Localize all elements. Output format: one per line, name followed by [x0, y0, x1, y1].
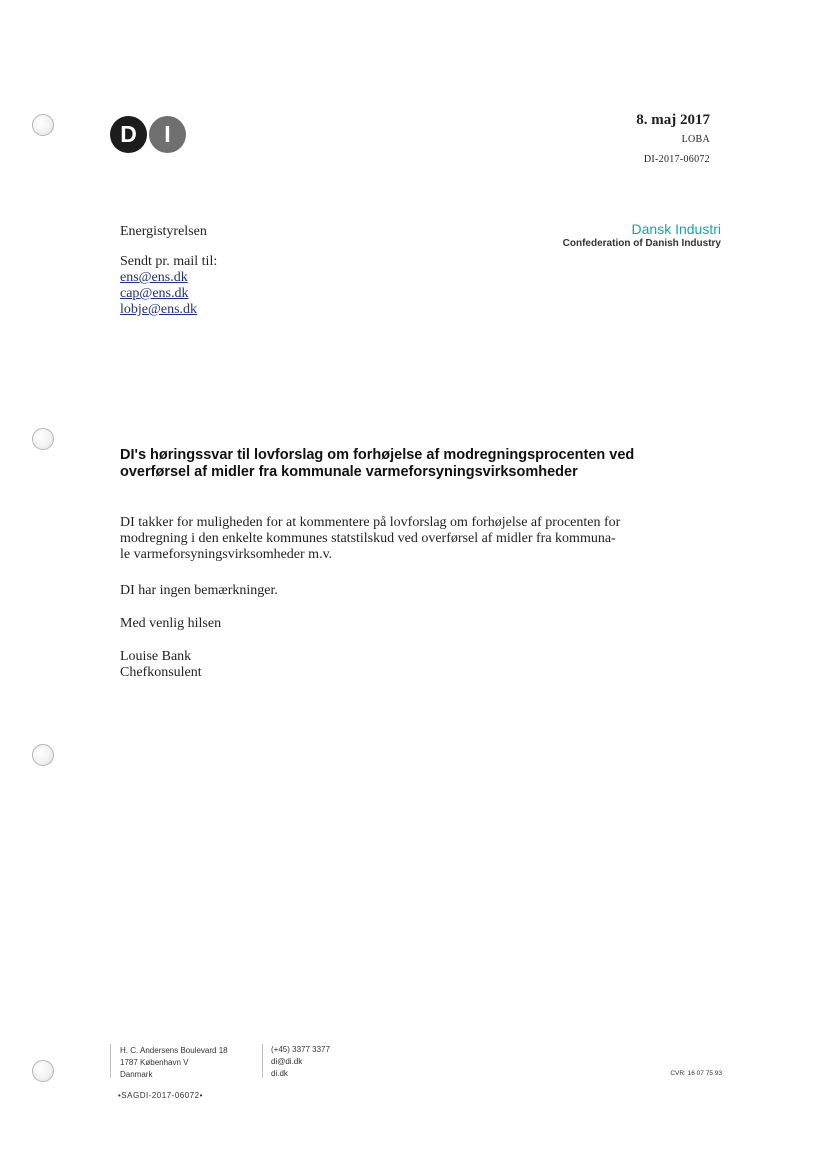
footer-contact — [271, 1044, 330, 1080]
footer-divider-middle — [262, 1044, 263, 1078]
address-line-2: 1787 København V — [120, 1058, 189, 1067]
body-p1-line-1: DI takker for muligheden for at kommentere på lovforslag om forhøjelse af procenten for — [120, 515, 621, 530]
address-line-1: H. C. Andersens Boulevard 18 — [120, 1046, 228, 1055]
email-link-ens[interactable]: ens@ens.dk — [120, 270, 188, 285]
punch-hole-3 — [32, 744, 54, 766]
address-line-3: Danmark — [120, 1070, 153, 1079]
signature-block — [120, 649, 202, 681]
letter-title — [120, 447, 660, 481]
signer-title: Chefkonsulent — [120, 665, 202, 680]
case-number: DI-2017-06072 — [643, 154, 710, 165]
author-initials: LOBA — [681, 134, 710, 145]
footer-address — [120, 1045, 228, 1081]
brand-name: Dansk Industri — [631, 221, 721, 237]
contact-email: di@di.dk — [271, 1057, 303, 1066]
punch-hole-4 — [32, 1060, 54, 1082]
recipient-name: Energistyrelsen — [120, 224, 207, 239]
contact-phone: (+45) 3377 3377 — [271, 1045, 330, 1054]
title-line-2: overførsel af midler fra kommunale varmeforsyningsvirksomheder — [120, 464, 578, 480]
email-link-cap[interactable]: cap@ens.dk — [120, 286, 189, 301]
punch-hole-2 — [32, 428, 54, 450]
sent-label: Sendt pr. mail til: — [120, 254, 218, 269]
footer-barcode-text: •SAGDI-2017-06072• — [118, 1091, 203, 1100]
email-link-lobje[interactable]: lobje@ens.dk — [120, 302, 198, 317]
recipient-block — [120, 254, 217, 318]
signer-name: Louise Bank — [120, 649, 192, 664]
body-paragraph-2: DI har ingen bemærkninger. — [120, 583, 278, 598]
footer-divider-left — [110, 1044, 111, 1078]
title-line-1: DI's høringssvar til lovforslag om forhøjelse af modregningsprocenten ved — [120, 447, 635, 463]
logo-letter-i: I — [149, 116, 186, 153]
body-p1-line-3: le varmeforsyningsvirksomheder m.v. — [120, 547, 333, 562]
footer-cvr: CVR: 16 07 75 93 — [670, 1070, 722, 1077]
body-p1-line-2: modregning i den enkelte kommunes statstilskud ved overførsel af midler fra kommuna- — [120, 531, 616, 546]
closing-phrase: Med venlig hilsen — [120, 616, 222, 631]
brand-subtitle: Confederation of Danish Industry — [562, 238, 721, 249]
punch-hole-1 — [32, 114, 54, 136]
letter-date: 8. maj 2017 — [636, 112, 710, 128]
logo-letter-d: D — [110, 116, 147, 153]
contact-website: di.dk — [271, 1069, 288, 1078]
body-paragraph-1 — [120, 515, 680, 563]
